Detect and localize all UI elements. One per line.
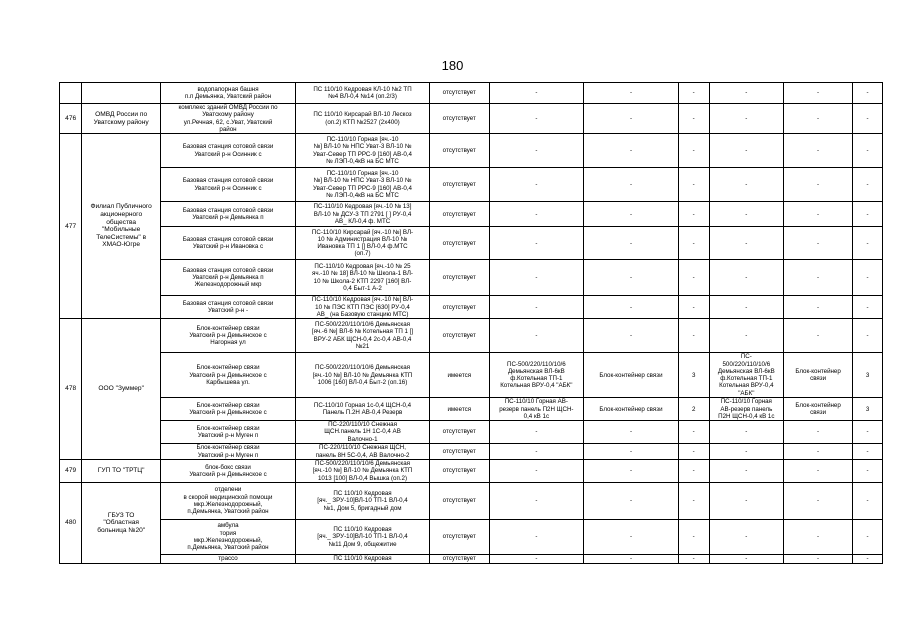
- backup-status-cell: отсутствует: [430, 227, 490, 260]
- organization-cell: Филиал Публичного акционерного общества "Мобильные ТелеСистемы" в ХМАО-Югре: [82, 134, 161, 319]
- backup-source-cell: -: [489, 460, 584, 483]
- alt-source-cell: -: [709, 168, 783, 202]
- object-cell: Блок-контейнер связи Уватский р-н Демьянское с Карбышева ул.: [161, 353, 296, 398]
- backup-status-cell: отсутствует: [430, 260, 490, 296]
- object-cell: Базовая станция сотовой связи Уватский р-н Демьянка п Железнодорожный мкр: [161, 260, 296, 296]
- alt-object-cell: -: [784, 519, 853, 554]
- alt-category-cell: -: [853, 554, 883, 563]
- category-cell: -: [678, 83, 709, 104]
- alt-category-cell: -: [853, 168, 883, 202]
- category-cell: -: [678, 482, 709, 519]
- backup-object-cell: -: [584, 134, 679, 168]
- table-row: [60, 260, 883, 296]
- table-row: [60, 227, 883, 260]
- table-row: [60, 398, 883, 421]
- backup-object-cell: -: [584, 554, 679, 563]
- backup-status-cell: отсутствует: [430, 168, 490, 202]
- backup-source-cell: -: [489, 168, 584, 202]
- organization-cell: ООО "Зуммер": [82, 319, 161, 460]
- organization-cell: ГУП ТО "ТРТЦ": [82, 460, 161, 483]
- alt-category-cell: -: [853, 421, 883, 444]
- alt-source-cell: -: [709, 260, 783, 296]
- power-source-cell: ПС 110/10 Кедровая: [296, 554, 430, 563]
- backup-source-cell: -: [489, 202, 584, 227]
- object-cell: Базовая станция сотовой связи Уватский р-н Ивановка с: [161, 227, 296, 260]
- alt-category-cell: -: [853, 319, 883, 353]
- table-row: [60, 421, 883, 444]
- category-cell: 3: [678, 353, 709, 398]
- alt-category-cell: 3: [853, 353, 883, 398]
- power-source-cell: ПС 110/10 Кедровая [яч._ ЗРУ-10]ВЛ-10 ТП-1 ВЛ-0,4 №1, Дом 5, бригадный дом: [296, 482, 430, 519]
- power-source-cell: ПС 110/10 Кедровая КЛ-10 №2 ТП №4 ВЛ-0,4 №14 (оп.2/3): [296, 83, 430, 104]
- backup-object-cell: -: [584, 83, 679, 104]
- alt-source-cell: -: [709, 83, 783, 104]
- alt-object-cell: -: [784, 421, 853, 444]
- alt-source-cell: -: [709, 519, 783, 554]
- backup-source-cell: -: [489, 83, 584, 104]
- backup-object-cell: Блок-контейнер связи: [584, 353, 679, 398]
- backup-status-cell: отсутствует: [430, 319, 490, 353]
- row-number-cell: [60, 83, 82, 104]
- alt-object-cell: -: [784, 83, 853, 104]
- table-row: [60, 554, 883, 563]
- power-source-cell: ПС-110/10 Кедровая [яч.-10 № 13] ВЛ-10 № ДСУ-3 ТП 2791 [ ] РУ-0,4 АВ_ КЛ-0,4 ф. МТС: [296, 202, 430, 227]
- category-cell: -: [678, 421, 709, 444]
- row-number-cell: 479: [60, 460, 82, 483]
- category-cell: -: [678, 519, 709, 554]
- alt-category-cell: -: [853, 134, 883, 168]
- power-source-cell: ПС-110/10 Горная [яч.-10 №] ВЛ-10 № НПС Уват-3 ВЛ-10 № Уват-Север ТП РРС-9 [160] АВ-0,4 № ЛЭП-0,4кВ на БС МТС: [296, 168, 430, 202]
- alt-category-cell: -: [853, 482, 883, 519]
- backup-status-cell: отсутствует: [430, 296, 490, 319]
- table-row: [60, 519, 883, 554]
- category-cell: -: [678, 296, 709, 319]
- category-cell: 2: [678, 398, 709, 421]
- backup-object-cell: -: [584, 444, 679, 460]
- table-row: [60, 482, 883, 519]
- alt-source-cell: -: [709, 421, 783, 444]
- power-source-cell: ПС-220/110/10 Снежная ЩСН.панель 1Н 1С-0,4 АВ Валочно-1: [296, 421, 430, 444]
- table-row: [60, 168, 883, 202]
- alt-source-cell: -: [709, 104, 783, 134]
- alt-source-cell: -: [709, 134, 783, 168]
- backup-status-cell: отсутствует: [430, 519, 490, 554]
- alt-category-cell: -: [853, 260, 883, 296]
- object-cell: Базовая станция сотовой связи Уватский р-н -: [161, 296, 296, 319]
- backup-object-cell: Блок-контейнер связи: [584, 398, 679, 421]
- category-cell: -: [678, 104, 709, 134]
- power-source-cell: ПС-220/110/10 Снежная ЩСН, панель 8Н 5С-0,4, АВ Валочно-2: [296, 444, 430, 460]
- backup-status-cell: отсутствует: [430, 460, 490, 483]
- alt-source-cell: ПС- 500/220/110/10/6 Демьянская ВЛ-6кВ ф.Котельная ТП-1 Котельная ВРУ-0,4 "АБК": [709, 353, 783, 398]
- table-row: [60, 353, 883, 398]
- object-cell: Базовая станция сотовой связи Уватский р-н Демьянка п: [161, 202, 296, 227]
- alt-category-cell: -: [853, 444, 883, 460]
- alt-object-cell: -: [784, 134, 853, 168]
- object-cell: амбула тория мкр.Железнодорожный, п.Демьянка, Уватский район: [161, 519, 296, 554]
- alt-source-cell: ПС-110/10 Горная АВ-резерв панель П2Н ЩСН-0,4 кВ 1с: [709, 398, 783, 421]
- alt-object-cell: -: [784, 482, 853, 519]
- backup-status-cell: отсутствует: [430, 104, 490, 134]
- table-row: [60, 134, 883, 168]
- backup-source-cell: -: [489, 296, 584, 319]
- table-row: [60, 444, 883, 460]
- backup-source-cell: ПС-500/220/110/10/6 Демьянская ВЛ-6кВ ф.Котельная ТП-1 Котельная ВРУ-0,4 "АБК": [489, 353, 584, 398]
- alt-object-cell: -: [784, 260, 853, 296]
- object-cell: Блок-контейнер связи Уватский р-н Муген п: [161, 444, 296, 460]
- object-cell: блок-бокс связи Уватский р-н Демьянское с: [161, 460, 296, 483]
- power-source-cell: ПС 110/10 Кирсарай ВЛ-10 Лескоз (оп.2) КТП №2527 (2х400): [296, 104, 430, 134]
- object-cell: Базовая станция сотовой связи Уватский р-н Осинник с: [161, 134, 296, 168]
- power-source-cell: ПС 110/10 Кедровая [яч._ ЗРУ-10]ВЛ-10 ТП-1 ВЛ-0,4 №11 Дом 9, общежитие: [296, 519, 430, 554]
- object-cell: отделени в скорой медицинской помощи мкр.Железнодорожный, п.Демьянка, Уватский район: [161, 482, 296, 519]
- organization-cell: ГБУЗ ТО "Областная больница №20": [82, 482, 161, 563]
- category-cell: -: [678, 227, 709, 260]
- backup-object-cell: -: [584, 296, 679, 319]
- table-row: [60, 83, 883, 104]
- backup-status-cell: отсутствует: [430, 134, 490, 168]
- backup-status-cell: отсутствует: [430, 421, 490, 444]
- backup-source-cell: -: [489, 444, 584, 460]
- organization-cell: [82, 83, 161, 104]
- alt-source-cell: -: [709, 319, 783, 353]
- backup-status-cell: отсутствует: [430, 202, 490, 227]
- table-row: [60, 202, 883, 227]
- category-cell: -: [678, 319, 709, 353]
- category-cell: -: [678, 460, 709, 483]
- power-source-cell: ПС-500/220/110/10/6 Демьянская [яч.-10 №] ВЛ-10 № Демьянка КТП 1006 [160] ВЛ-0,4 Быт-2 (оп.16): [296, 353, 430, 398]
- backup-object-cell: -: [584, 202, 679, 227]
- row-number-cell: 480: [60, 482, 82, 563]
- backup-status-cell: отсутствует: [430, 482, 490, 519]
- backup-status-cell: отсутствует: [430, 444, 490, 460]
- alt-category-cell: -: [853, 519, 883, 554]
- backup-source-cell: -: [489, 260, 584, 296]
- backup-object-cell: -: [584, 319, 679, 353]
- alt-source-cell: -: [709, 202, 783, 227]
- object-cell: трассо: [161, 554, 296, 563]
- row-number-cell: 476: [60, 104, 82, 134]
- object-cell: комплекс зданий ОМВД России по Уватскому району ул.Речная, 62, с.Уват, Уватский район: [161, 104, 296, 134]
- alt-object-cell: -: [784, 202, 853, 227]
- alt-object-cell: Блок-контейнер связи: [784, 398, 853, 421]
- backup-object-cell: -: [584, 168, 679, 202]
- backup-status-cell: отсутствует: [430, 83, 490, 104]
- backup-source-cell: -: [489, 319, 584, 353]
- backup-object-cell: -: [584, 421, 679, 444]
- backup-source-cell: ПС-110/10 Горная АВ- резерв панель П2Н ЩСН- 0,4 кВ 1с: [489, 398, 584, 421]
- backup-object-cell: -: [584, 260, 679, 296]
- organization-cell: ОМВД России по Уватскому району: [82, 104, 161, 134]
- backup-source-cell: -: [489, 482, 584, 519]
- power-source-cell: ПС-110/10 Кедровая [яч.-10 №] ВЛ- 10 № ПЭС КТП ПЭС [630] РУ-0,4 АВ_ (на Базовую станцию МТС): [296, 296, 430, 319]
- backup-status-cell: отсутствует: [430, 554, 490, 563]
- backup-object-cell: -: [584, 519, 679, 554]
- table-row: [60, 460, 883, 483]
- category-cell: -: [678, 168, 709, 202]
- backup-source-cell: -: [489, 134, 584, 168]
- category-cell: -: [678, 444, 709, 460]
- table-row: [60, 319, 883, 353]
- power-source-cell: ПС-110/10 Кедровая [яч.-10 № 25 яч.-10 № 18] ВЛ-10 № Школа-1 ВЛ- 10 № Школа-2 КТП 2297 [160] ВЛ- 0,4 Быт-1 А-2: [296, 260, 430, 296]
- backup-object-cell: -: [584, 460, 679, 483]
- object-cell: водопапорная башня п.п Демьянка, Уватский район: [161, 83, 296, 104]
- alt-object-cell: Блок-контейнер связи: [784, 353, 853, 398]
- category-cell: -: [678, 554, 709, 563]
- row-number-cell: 477: [60, 134, 82, 319]
- category-cell: -: [678, 202, 709, 227]
- table-row: [60, 104, 883, 134]
- backup-source-cell: -: [489, 104, 584, 134]
- objects-table: [59, 82, 883, 564]
- backup-status-cell: имеется: [430, 398, 490, 421]
- alt-category-cell: 3: [853, 398, 883, 421]
- backup-object-cell: -: [584, 482, 679, 519]
- object-cell: Блок-контейнер связи Уватский р-н Муген п: [161, 421, 296, 444]
- alt-source-cell: -: [709, 444, 783, 460]
- alt-object-cell: -: [784, 227, 853, 260]
- alt-source-cell: -: [709, 482, 783, 519]
- alt-source-cell: -: [709, 460, 783, 483]
- alt-category-cell: -: [853, 460, 883, 483]
- row-number-cell: 478: [60, 319, 82, 460]
- object-cell: Блок-контейнер связи Уватский р-н Демьянское с Нагорная ул: [161, 319, 296, 353]
- alt-object-cell: -: [784, 168, 853, 202]
- power-source-cell: ПС-500/220/110/10/6 Демьянская [яч.-6 №] ВЛ-6 № Котельная ТП 1 [] ВРУ-2 АБК ЩСН-0,4 2с-0,4 АВ-0,4 №21: [296, 319, 430, 353]
- alt-object-cell: -: [784, 319, 853, 353]
- alt-object-cell: -: [784, 460, 853, 483]
- power-source-cell: ПС-500/220/110/10/6 Демьянская [яч.-10 №] ВЛ-10 № Демьянка КТП 1013 [100] ВЛ-0,4 Вышка (оп.2): [296, 460, 430, 483]
- alt-source-cell: -: [709, 227, 783, 260]
- backup-source-cell: -: [489, 227, 584, 260]
- backup-source-cell: -: [489, 519, 584, 554]
- backup-object-cell: -: [584, 104, 679, 134]
- power-source-cell: ПС-110/10 Кирсарай [яч.-10 №] ВЛ- 10 № Администрация ВЛ-10 № Ивановка ТП 1 [] ВЛ-0,4 ф.МТС (оп.7): [296, 227, 430, 260]
- backup-source-cell: -: [489, 421, 584, 444]
- alt-category-cell: -: [853, 202, 883, 227]
- alt-source-cell: -: [709, 296, 783, 319]
- backup-object-cell: -: [584, 227, 679, 260]
- alt-category-cell: -: [853, 227, 883, 260]
- alt-object-cell: -: [784, 296, 853, 319]
- alt-category-cell: -: [853, 83, 883, 104]
- object-cell: Блок-контейнер связи Уватский р-н Демьянское с: [161, 398, 296, 421]
- alt-category-cell: -: [853, 104, 883, 134]
- table-row: [60, 296, 883, 319]
- alt-object-cell: -: [784, 444, 853, 460]
- power-source-cell: ПС-110/10 Горная [яч.-10 №] ВЛ-10 № НПС Уват-3 ВЛ-10 № Уват-Север ТП РРС-9 [160] АВ-0,4 № ЛЭП-0,4кВ на БС МТС: [296, 134, 430, 168]
- category-cell: -: [678, 134, 709, 168]
- alt-category-cell: -: [853, 296, 883, 319]
- object-cell: Базовая станция сотовой связи Уватский р-н Осинник с: [161, 168, 296, 202]
- alt-source-cell: -: [709, 554, 783, 563]
- power-source-cell: ПС-110/10 Горная 1с-0,4 ЩСН-0,4 Панель П.2Н АВ-0,4 Резерв: [296, 398, 430, 421]
- page-number: 180: [441, 58, 464, 73]
- alt-object-cell: -: [784, 104, 853, 134]
- category-cell: -: [678, 260, 709, 296]
- backup-status-cell: имеется: [430, 353, 490, 398]
- alt-object-cell: -: [784, 554, 853, 563]
- backup-source-cell: -: [489, 554, 584, 563]
